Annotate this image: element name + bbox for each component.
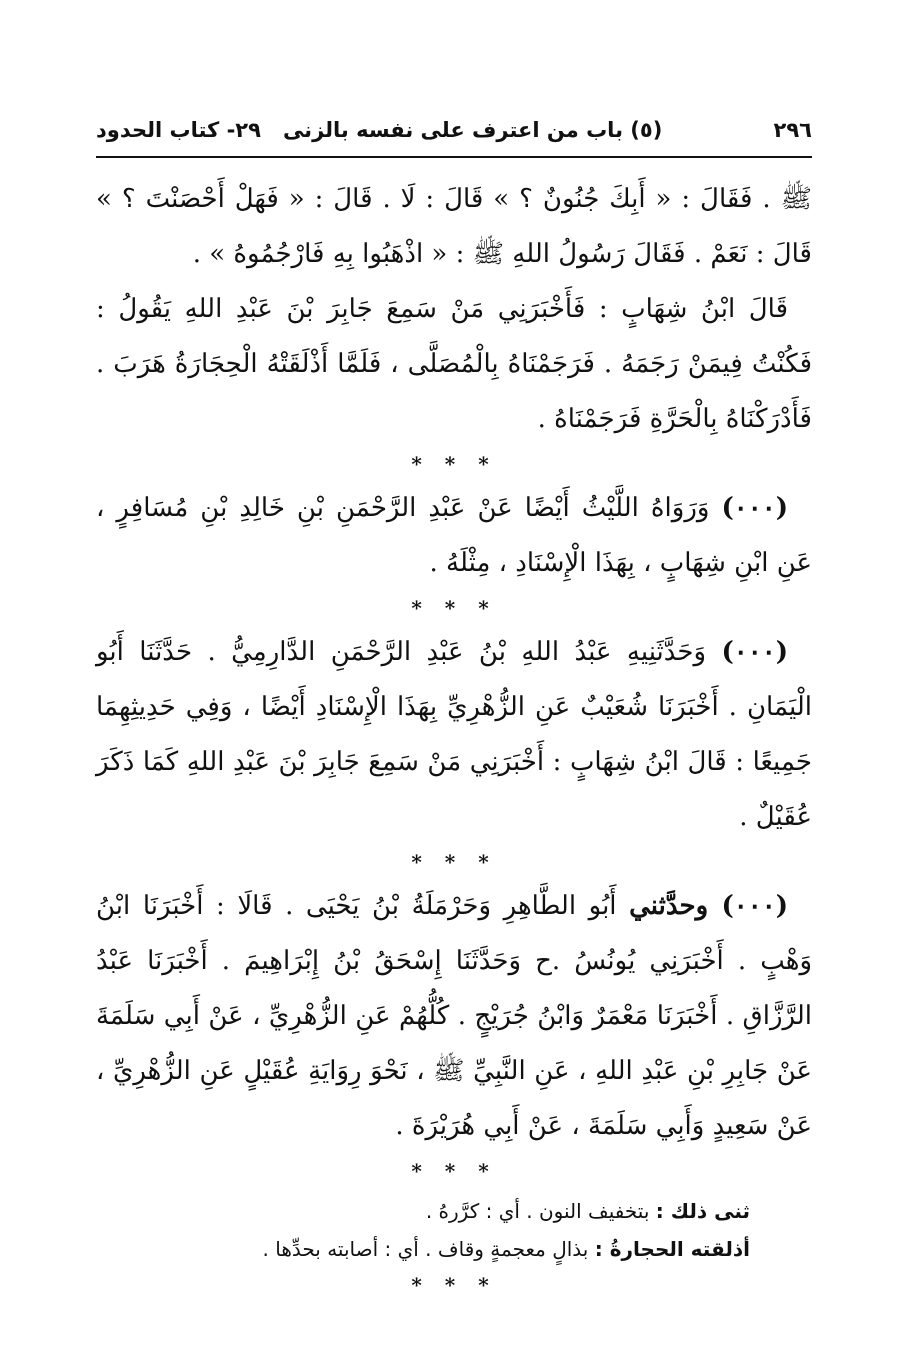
paragraph-4 xyxy=(96,625,812,845)
paragraph-1 xyxy=(96,172,812,282)
section-title: (٥) باب من اعترف على نفسه بالزنى xyxy=(282,118,663,142)
paragraph-2 xyxy=(96,282,812,447)
running-title xyxy=(96,118,662,142)
footnote-term: أذلقته الحجارةُ : xyxy=(594,1237,750,1261)
paragraph-text: ﷺ . فَقَالَ : « أَبِكَ جُنُونٌ ؟ » قَالَ : لَا . قَالَ : « فَهَلْ أَحْصَنْتَ ؟ » قَالَ : نَعَمْ . فَقَالَ رَسُولُ اللهِ ﷺ : « اذْهَبُوا بِهِ فَارْجُمُوهُ » . xyxy=(96,184,812,269)
page-number: ٢٩٦ xyxy=(773,118,812,142)
hadith-number: (٠٠٠) xyxy=(721,493,789,523)
paragraph-5 xyxy=(96,879,812,1154)
footnote xyxy=(96,1192,750,1230)
section-separator: * * * xyxy=(411,1273,497,1297)
section-separator: * * * xyxy=(411,452,497,476)
hadith-number: (٠٠٠) وحدَّثني xyxy=(629,891,789,921)
paragraph-text: أَبُو الطَّاهِرِ وَحَرْمَلَةُ بْنُ يَحْيَى . قَالَا : أَخْبَرَنَا ابْنُ وَهْبٍ . أَخْبَرَنِي يُونُسُ .ح وَحَدَّثَنَا إِسْحَقُ بْنُ إِبْرَاهِيمَ . أَخْبَرَنَا عَبْدُ الرَّزَّاقِ . أَخْبَرَنَا مَعْمَرٌ وَابْنُ جُرَيْجٍ . كُلُّهُمْ عَنِ الزُّهْرِيِّ ، عَنْ أَبِي سَلَمَةَ عَنْ جَابِرِ بْنِ عَبْدِ اللهِ ، عَنِ النَّبِيِّ ﷺ ، نَحْوَ رِوَايَةِ عُقَيْلٍ عَنِ الزُّهْرِيِّ ، عَنْ سَعِيدٍ وَأَبِي سَلَمَةَ ، عَنْ أَبِي هُرَيْرَةَ . xyxy=(96,891,813,1141)
section-separator: * * * xyxy=(411,850,497,874)
section-separator: * * * xyxy=(411,596,497,620)
footnote-term: ثنى ذلك : xyxy=(655,1199,750,1223)
paragraph-text: وَحَدَّثَنِيهِ عَبْدُ اللهِ بْنُ عَبْدِ الرَّحْمَنِ الدَّارِمِيُّ . حَدَّثَنَا أَبُو الْيَمَانِ . أَخْبَرَنَا شُعَيْبٌ عَنِ الزُّهْرِيِّ بِهَذَا الْإِسْنَادِ أَيْضًا ، وَفِي حَدِيثِهِمَا جَمِيعًا : قَالَ ابْنُ شِهَابٍ : أَخْبَرَنِي مَنْ سَمِعَ جَابِرَ بْنَ عَبْدِ اللهِ كَمَا ذَكَرَ عُقَيْلٌ . xyxy=(96,637,812,832)
book-title: ٢٩- كتاب الحدود xyxy=(96,118,261,142)
paragraph-text: وَرَوَاهُ اللَّيْثُ أَيْضًا عَنْ عَبْدِ الرَّحْمَنِ بْنِ خَالِدِ بْنِ مُسَافِرٍ ، عَنِ ابْنِ شِهَابٍ ، بِهَذَا الْإِسْنَادِ ، مِثْلَهُ . xyxy=(96,493,812,578)
main-text xyxy=(96,172,812,1300)
page-header xyxy=(96,118,812,158)
footnote-text: بذالٍ معجمةٍ وقاف . أي : أصابته بحدِّها . xyxy=(262,1237,589,1261)
book-page xyxy=(96,118,812,1302)
paragraph-text: قَالَ ابْنُ شِهَابٍ : فَأَخْبَرَنِي مَنْ سَمِعَ جَابِرَ بْنَ عَبْدِ اللهِ يَقُولُ : فَكُنْتُ فِيمَنْ رَجَمَهُ . فَرَجَمْنَاهُ بِالْمُصَلَّى ، فَلَمَّا أَذْلَقَتْهُ الْحِجَارَةُ هَرَبَ . فَأَدْرَكْنَاهُ بِالْحَرَّةِ فَرَجَمْنَاهُ . xyxy=(96,294,812,434)
paragraph-3 xyxy=(96,481,812,591)
hadith-number: (٠٠٠) xyxy=(721,637,788,667)
footnote-text: بتخفيف النون . أي : كرَّرهُ . xyxy=(425,1199,650,1223)
footnote xyxy=(96,1230,750,1268)
section-separator: * * * xyxy=(411,1159,497,1183)
footnotes xyxy=(96,1192,812,1268)
